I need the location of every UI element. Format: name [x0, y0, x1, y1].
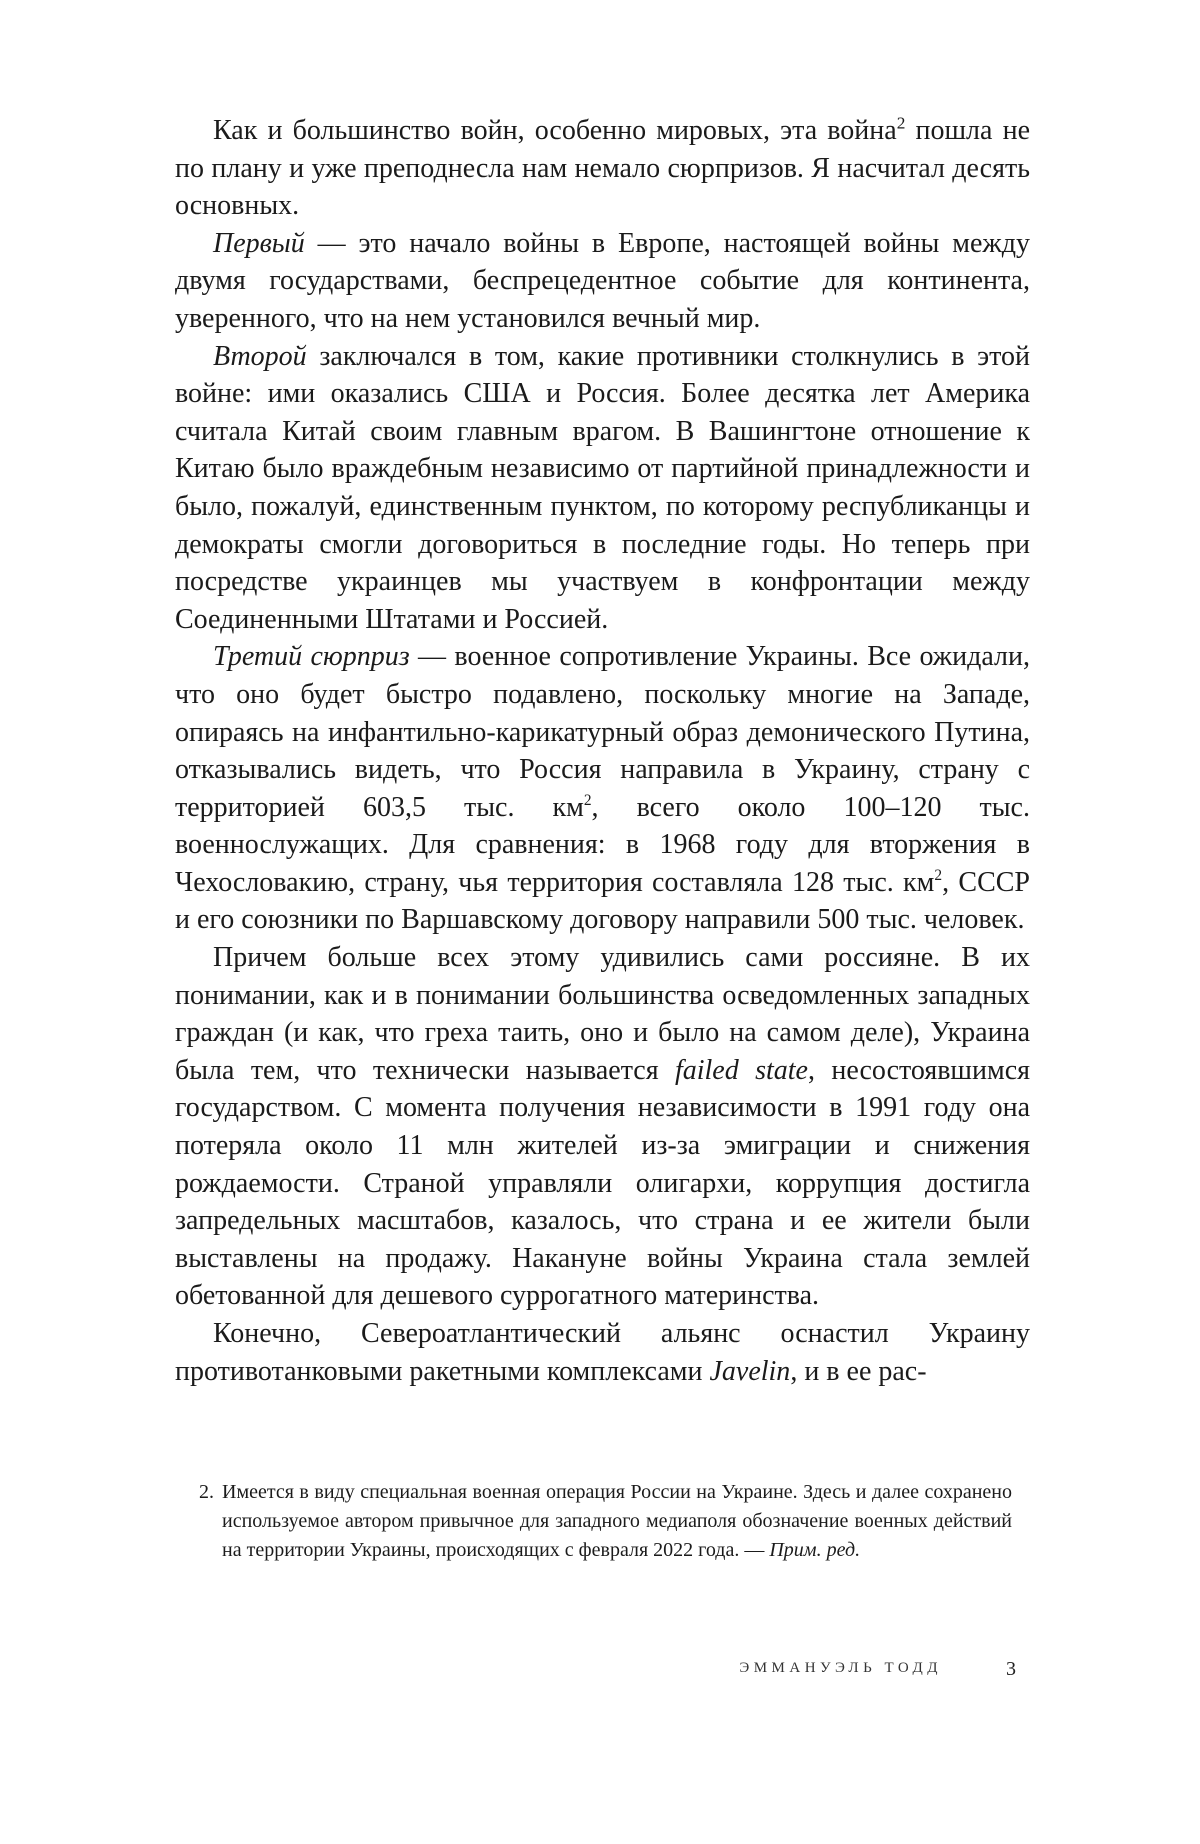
superscript-square: 2 — [934, 867, 943, 885]
paragraph-text: Как и большинство войн, особенно мировых, эта война — [213, 115, 897, 146]
paragraph-2 — [175, 225, 1030, 338]
running-head: ЭММАНУЭЛЬ ТОДД — [739, 1660, 942, 1676]
paragraph-text: , несостоявшимся государством. С момента получения независимости в 1991 году она потеряла около 11 млн жителей из-за эмиграции и снижения рождаемости. Страной управляли олигархи, коррупция достигла запредельных масштабов, казалось, что страна и ее жители были выставлены на продажу. Накануне войны Украина стала землей обетованной для дешевого суррогатного материнства. — [175, 1054, 1030, 1312]
paragraph-6 — [175, 1315, 1030, 1390]
paragraph-4 — [175, 638, 1030, 939]
footnote-text: Имеется в виду специальная военная операция России на Украине. Здесь и далее сохранено используемое автором привычное для западного медиаполя обозначение военных действий на территории Украины, происходящих с февраля 2022 года. — — [222, 1481, 1012, 1561]
italic-term: failed state — [674, 1054, 808, 1086]
paragraph-text: пошла не по плану и уже преподнесла нам немало сюрпризов. Я насчитал десять основных. — [175, 115, 1030, 222]
paragraph-text: Причем больше всех этому удивились сами россияне. В их понимании, как и в понимании большинства осведомленных западных граждан (и как, что греха таить, оно и было на самом деле), Украина была тем, что технически называется — [175, 942, 1030, 1086]
footnote-editor-note: Прим. ред. — [769, 1539, 861, 1561]
paragraph-text: заключался в том, какие противники столкнулись в этой войне: ими оказались США и Россия. Более десятка лет Америка считала Китай своим главным врагом. В Вашингтоне отношение к Китаю было враждебным независимо от партийной принадлежности и было, пожалуй, единственным пунктом, по которому республиканцы и демократы смогли договориться в последние годы. Но теперь при посредстве украинцев мы участвуем в конфронтации между Соединенными Штатами и Россией. — [175, 340, 1030, 635]
paragraph-text: , всего около 100–120 тыс. военнослужащих. Для сравнения: в 1968 году для вторжения в Чехословакию, страну, чья территория составляла 128 тыс. км — [175, 791, 1030, 898]
paragraph-3 — [175, 338, 1030, 639]
page-number: 3 — [1006, 1658, 1016, 1680]
main-text — [175, 112, 1030, 1390]
paragraph-1 — [175, 112, 1030, 225]
footnote-reference: 2 — [896, 113, 906, 133]
paragraph-text: — это начало войны в Европе, настоящей войны между двумя государствами, беспрецедентное событие для континента, уверенного, что на нем установился вечный мир. — [175, 227, 1030, 334]
superscript-square: 2 — [583, 791, 592, 809]
footnote — [199, 1478, 1012, 1565]
paragraph-lead: Первый — [213, 227, 305, 259]
footnote-number: 2. — [199, 1481, 214, 1503]
paragraph-lead: Третий сюрприз — [213, 641, 410, 673]
paragraph-lead: Второй — [213, 340, 307, 372]
paragraph-5 — [175, 939, 1030, 1315]
italic-term: Javelin — [709, 1355, 791, 1387]
paragraph-text: — военное сопротивление Украины. Все ожидали, что оно будет быстро подавлено, поскольку многие на Западе, опираясь на инфантильно-карикатурный образ демонического Путина, отказывались видеть, что Россия направила в Украину, страну с территорией 603,5 тыс. км — [175, 641, 1030, 823]
page-footer — [0, 1660, 1200, 1690]
paragraph-text: Конечно, Североатлантический альянс оснастил Украину противотанковыми ракетными комплексами — [175, 1318, 1030, 1387]
paragraph-text: , и в ее рас- — [790, 1355, 927, 1387]
paragraph-text: , СССР и его союзники по Варшавскому договору направили 500 тыс. человек. — [175, 866, 1030, 936]
